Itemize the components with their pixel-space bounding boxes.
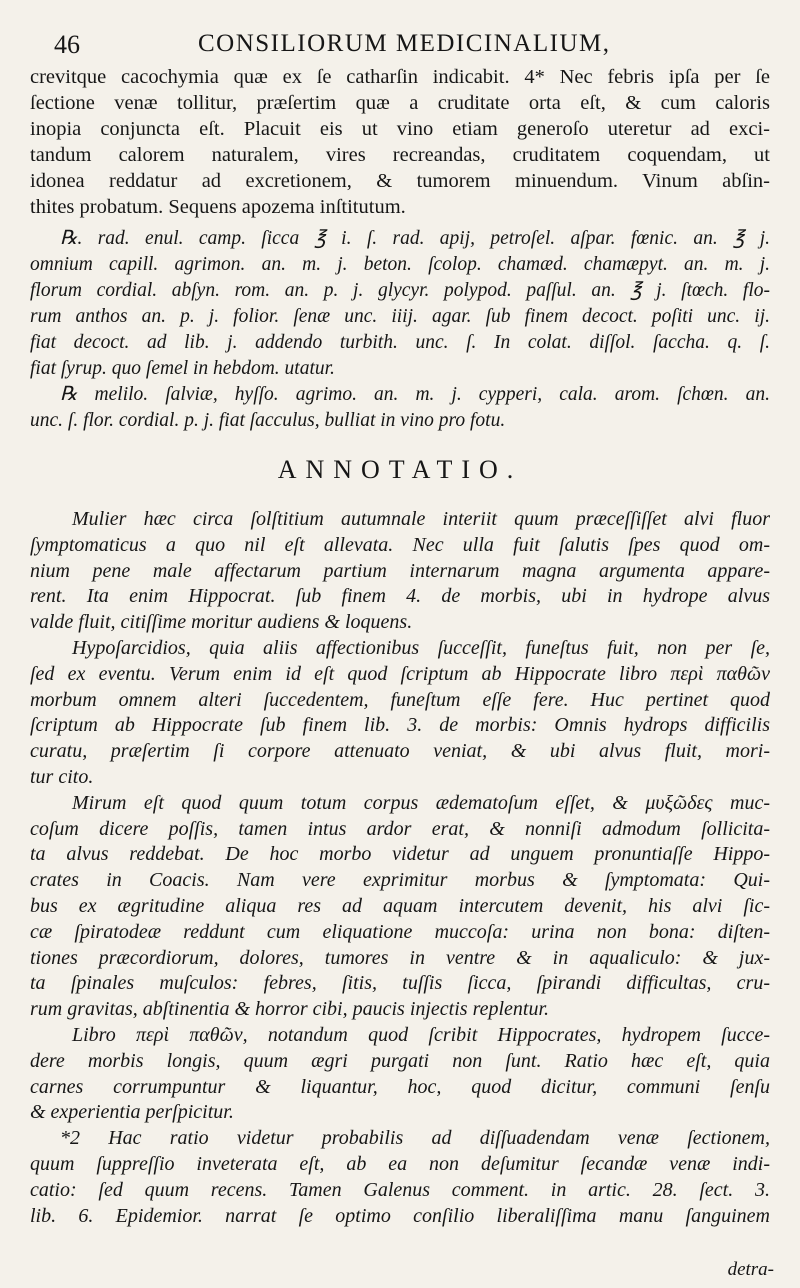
text-line: lib. 6. Epidemior. narrat ſe optimo conſilio liberaliſſima manu ſanguinem: [30, 1204, 770, 1227]
text-line: tur cito.: [30, 765, 94, 788]
recipe-line: ℞. rad. enul. camp. ſicca ℥ i. ſ. rad. apij, petroſel. aſpar. fœnic. an. ℥ j.: [60, 228, 770, 249]
text-line: Mulier hæc circa ſolſtitium autumnale interiit quum præceſſiſſet alvi fluor: [72, 508, 770, 530]
text-line: tiones præcordiorum, dolores, tumores in ventre & in aqualiculo: & jux-: [30, 946, 770, 969]
running-title: CONSILIORUM MEDICINALIUM,: [198, 30, 611, 57]
section-heading: ANNOTATIO.: [277, 455, 523, 484]
recipe-apozema: [30, 226, 770, 382]
text-line: idonea reddatur ad excretionem, & tumorem minuendum. Vinum abſin-: [30, 170, 770, 192]
recipe-line: florum cordial. abſyn. rom. an. p. j. glycyr. polypod. paſſul. an. ℥ j. ſtœch. flo-: [30, 280, 770, 301]
text-line: & experientia perſpicitur.: [30, 1101, 234, 1124]
recipe-line: fiat decoct. ad lib. j. addendo turbith. unc. ſ. In colat. diſſol. ſaccha. q. ſ.: [30, 332, 770, 353]
text-line: thites probatum. Sequens apozema inſtitutum.: [30, 196, 406, 218]
text-line: ta alvus reddebat. De hoc morbo videtur ad unguem pronuntiaſſe Hippo-: [30, 843, 770, 866]
recipe-sacculus: [30, 382, 770, 434]
text-line: ſcriptum ab Hippocrate ſub finem lib. 3. de morbis: Omnis hydrops difficilis: [30, 714, 770, 737]
text-line: catio: ſed quum recens. Tamen Galenus comment. in artic. 28. ſect. 3.: [30, 1178, 770, 1201]
text-line: ſectione venæ tollitur, præſertim quæ a cruditate orta eſt, & cum caloris: [30, 92, 770, 114]
text-line: Hypoſarcidios, quia aliis affectionibus ſucceſſit, funeſtus fuit, non per ſe,: [72, 636, 770, 659]
text-line: *2 Hac ratio videtur probabilis ad diſſuadendam venæ ſectionem,: [60, 1127, 770, 1150]
recipe-line: fiat ſyrup. quo ſemel in hebdom. utatur.: [30, 358, 335, 379]
text-line: curatu, præſertim ſi corpore attenuato veniat, & ubi alvus fluit, mori-: [30, 740, 770, 763]
text-line: Mirum eſt quod quum totum corpus ædematoſum eſſet, & μυξῶδες muc-: [72, 791, 770, 814]
text-line: coſum dicere poſſis, tamen intus ardor erat, & nonniſi admodum ſollicita-: [30, 817, 770, 840]
text-line: valde fluit, citiſſime moritur audiens & loquens.: [30, 611, 413, 634]
text-line: ta ſpinales muſculos: febres, ſitis, tuſſis ſicca, ſpirandi difficultas, cru-: [30, 972, 770, 995]
catchword: detra-: [727, 1259, 774, 1280]
recipe-line: rum anthos an. p. j. folior. ſenæ unc. iiij. agar. ſub finem decoct. poſiti unc. ij.: [30, 306, 770, 327]
page-number: 46: [54, 30, 80, 59]
annotatio-body: [30, 507, 770, 1229]
text-line: crevitque cacochymia quæ ex ſe catharſin indicabit. 4* Nec febris ipſa per ſe: [30, 66, 770, 88]
text-line: dere morbis longis, quum ægri purgati non ſunt. Ratio hæc eſt, quia: [30, 1049, 770, 1072]
text-line: crates in Coacis. Nam vere exprimitur morbus & ſymptomata: Qui-: [30, 869, 770, 892]
text-line: cæ ſpiratodeæ reddunt cum eliquatione muccoſa: urina non bona: diſten-: [30, 920, 770, 943]
recipe-line: omnium capill. agrimon. an. m. j. beton. ſcolop. chamæd. chamæpyt. an. m. j.: [30, 254, 770, 275]
text-line: Libro περὶ παθῶν, notandum quod ſcribit Hippocrates, hydropem ſucce-: [72, 1023, 770, 1046]
text-line: carnes corrumpuntur & liquantur, hoc, quod dicitur, communi ſenſu: [30, 1075, 770, 1098]
recipe-line: ℞ melilo. ſalviæ, hyſſo. agrimo. an. m. j. cypperi, cala. arom. ſchœn. an.: [60, 384, 770, 405]
recipe-line: unc. ſ. flor. cordial. p. j. fiat ſacculus, bulliat in vino pro fotu.: [30, 410, 506, 431]
consilium-paragraph: [30, 64, 770, 220]
text-line: quum ſuppreſſio inveterata eſt, ab ea non deſumitur ſecandæ venæ indi-: [30, 1152, 770, 1175]
page-header: [40, 30, 780, 60]
text-line: ſymptomaticus a quo nil eſt allevata. Nec ulla fuit ſalutis ſpes quod om-: [30, 533, 770, 556]
text-line: tandum calorem naturalem, vires recreandas, cruditatem coquendam, ut: [30, 144, 770, 166]
text-line: bus ex ægritudine aliqua res ad aquam intercutem devenit, his alvi ſic-: [30, 894, 770, 917]
text-line: rent. Ita enim Hippocrat. ſub finem 4. de morbis, ubi in hydrope alvus: [30, 585, 770, 608]
text-line: ſed ex eventu. Verum enim id eſt quod ſcriptum ab Hippocrate libro περὶ παθῶν: [30, 662, 770, 685]
text-line: morbum omnem alteri ſuccedentem, funeſtum eſſe fere. Huc pertinet quod: [30, 688, 770, 711]
text-line: nium pene male affectarum partium internarum magna argumenta appare-: [30, 559, 770, 582]
text-line: rum gravitas, abſtinentia & horror cibi, paucis injectis replentur.: [30, 998, 550, 1021]
text-line: inopia conjuncta eſt. Placuit eis ut vino etiam generoſo uteretur ad exci-: [30, 118, 770, 140]
